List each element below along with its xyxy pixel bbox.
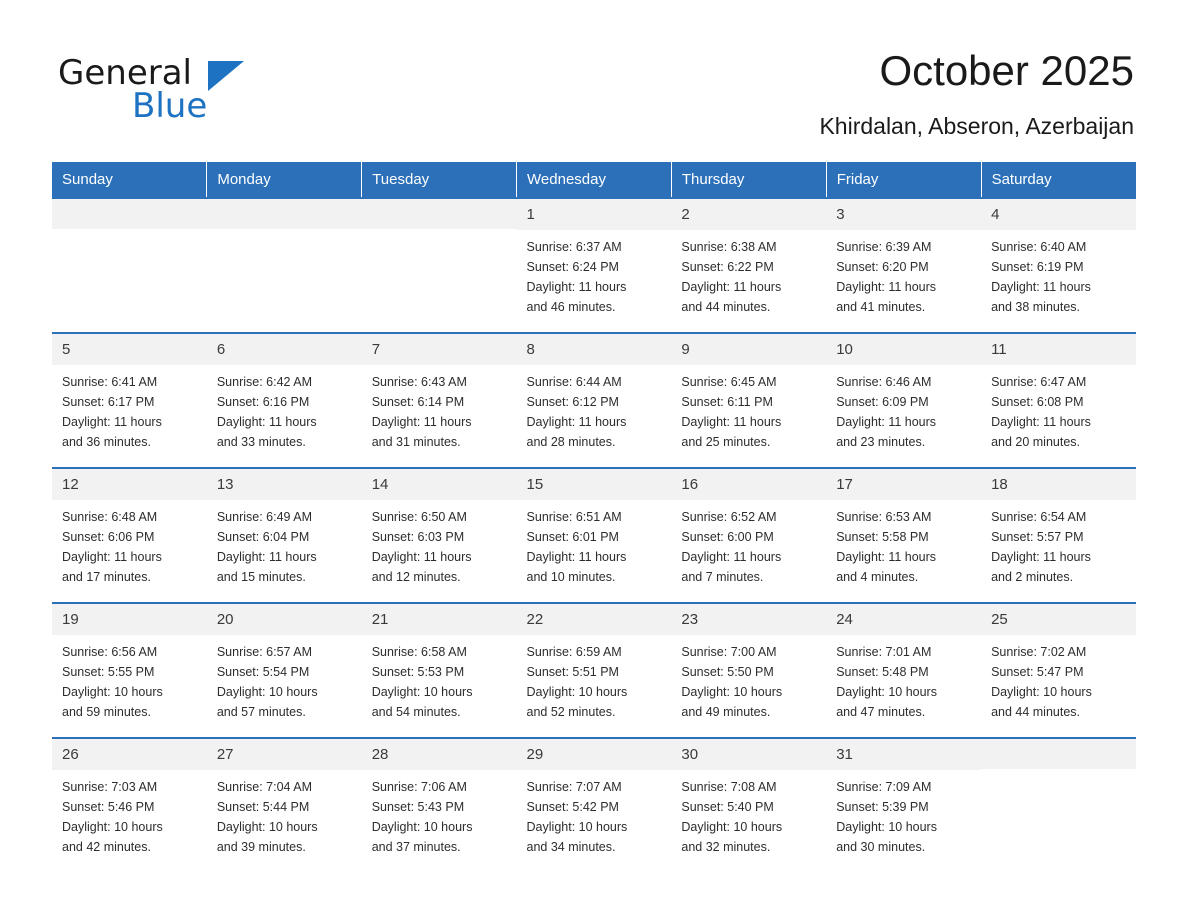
day-info-line: and 30 minutes. bbox=[836, 840, 926, 855]
day-sun-info bbox=[671, 635, 826, 722]
day-info-line: Daylight: 11 hours bbox=[62, 550, 162, 565]
day-number: 10 bbox=[826, 334, 981, 365]
general-blue-logo bbox=[56, 47, 256, 126]
day-info-line: Sunset: 5:50 PM bbox=[681, 665, 774, 680]
day-info-line: Daylight: 11 hours bbox=[216, 550, 317, 565]
page-header bbox=[0, 0, 1188, 140]
calendar-day-cell[interactable] bbox=[52, 198, 207, 333]
day-number: 28 bbox=[362, 739, 517, 770]
day-info-line: Sunrise: 6:49 AM bbox=[216, 510, 313, 525]
calendar-day-cell[interactable] bbox=[517, 468, 672, 603]
day-number: 23 bbox=[671, 604, 826, 635]
day-info-line: Sunrise: 7:08 AM bbox=[681, 780, 777, 795]
calendar-day-cell[interactable] bbox=[207, 198, 362, 333]
day-info-line: Daylight: 11 hours bbox=[681, 280, 782, 295]
day-info-line: Sunrise: 6:42 AM bbox=[216, 375, 313, 390]
day-info-line: Sunset: 6:16 PM bbox=[216, 395, 310, 410]
day-number: 4 bbox=[981, 199, 1136, 230]
day-info-line: and 4 minutes. bbox=[836, 570, 919, 585]
day-info-line: Daylight: 11 hours bbox=[681, 415, 782, 430]
day-info-line: Sunrise: 7:01 AM bbox=[836, 645, 932, 660]
day-info-line: Sunrise: 6:44 AM bbox=[526, 375, 622, 390]
day-number bbox=[52, 199, 207, 229]
day-info-line: Daylight: 10 hours bbox=[836, 685, 937, 700]
calendar-week-row bbox=[52, 198, 1136, 333]
day-info-line: Sunset: 5:47 PM bbox=[991, 665, 1084, 680]
day-info-line: Sunset: 6:00 PM bbox=[681, 530, 774, 545]
day-info-line: and 39 minutes. bbox=[216, 840, 306, 855]
calendar-week-row bbox=[52, 603, 1136, 738]
day-info-line: Daylight: 10 hours bbox=[836, 820, 937, 835]
day-sun-info bbox=[826, 635, 981, 722]
day-info-line: Daylight: 11 hours bbox=[681, 550, 782, 565]
day-number: 1 bbox=[517, 199, 672, 230]
day-info-line: Sunset: 6:04 PM bbox=[216, 530, 310, 545]
day-info-line: Daylight: 10 hours bbox=[526, 685, 628, 700]
day-info-line: and 57 minutes. bbox=[216, 705, 306, 720]
day-info-line: and 17 minutes. bbox=[62, 570, 151, 585]
calendar-day-cell[interactable] bbox=[517, 198, 672, 333]
calendar-day-cell[interactable] bbox=[981, 468, 1136, 603]
title-block bbox=[819, 47, 1134, 140]
location-subtitle: Khirdalan, Abseron, Azerbaijan bbox=[819, 113, 1134, 140]
calendar-day-cell[interactable] bbox=[362, 333, 517, 468]
day-info-line: and 28 minutes. bbox=[526, 435, 616, 450]
day-info-line: Sunset: 6:14 PM bbox=[371, 395, 465, 410]
calendar-day-cell[interactable] bbox=[671, 738, 826, 873]
day-number: 9 bbox=[671, 334, 826, 365]
calendar-day-cell[interactable] bbox=[362, 198, 517, 333]
day-info-line: Daylight: 11 hours bbox=[836, 550, 937, 565]
day-sun-info bbox=[362, 770, 517, 857]
day-info-line: Daylight: 11 hours bbox=[836, 415, 937, 430]
day-info-line: Daylight: 11 hours bbox=[526, 550, 627, 565]
day-info-line: Sunrise: 6:46 AM bbox=[836, 375, 932, 390]
day-info-line: Sunset: 6:08 PM bbox=[991, 395, 1084, 410]
calendar-day-cell[interactable] bbox=[671, 198, 826, 333]
day-info-line: Sunset: 5:42 PM bbox=[526, 800, 619, 815]
day-info-line: Sunrise: 7:07 AM bbox=[526, 780, 622, 795]
day-sun-info bbox=[826, 500, 981, 587]
calendar-day-cell[interactable] bbox=[52, 468, 207, 603]
calendar-day-cell[interactable] bbox=[52, 738, 207, 873]
day-info-line: Sunrise: 6:40 AM bbox=[991, 240, 1087, 255]
day-sun-info bbox=[52, 770, 207, 857]
day-sun-info bbox=[826, 365, 981, 452]
day-info-line: Sunrise: 6:52 AM bbox=[681, 510, 777, 525]
page-title: October 2025 bbox=[879, 47, 1134, 94]
day-number: 15 bbox=[517, 469, 672, 500]
calendar-day-cell[interactable] bbox=[207, 603, 362, 738]
day-info-line: Daylight: 11 hours bbox=[836, 280, 937, 295]
day-sun-info bbox=[517, 770, 672, 857]
day-number: 13 bbox=[207, 469, 362, 500]
day-number: 21 bbox=[362, 604, 517, 635]
day-info-line: Daylight: 11 hours bbox=[216, 415, 317, 430]
day-sun-info bbox=[362, 500, 517, 587]
day-sun-info bbox=[826, 230, 981, 317]
day-info-line: Sunrise: 6:37 AM bbox=[526, 240, 622, 255]
day-number bbox=[362, 199, 517, 229]
day-info-line: Daylight: 10 hours bbox=[371, 820, 473, 835]
day-info-line: Sunrise: 6:38 AM bbox=[681, 240, 777, 255]
day-info-line: Daylight: 10 hours bbox=[991, 685, 1092, 700]
day-info-line: Sunrise: 6:51 AM bbox=[526, 510, 622, 525]
weekday-header-friday: Friday bbox=[826, 162, 981, 198]
day-info-line: Daylight: 11 hours bbox=[526, 280, 627, 295]
weekday-header-saturday: Saturday bbox=[981, 162, 1136, 198]
day-info-line: Sunrise: 7:00 AM bbox=[681, 645, 777, 660]
calendar-day-cell[interactable] bbox=[517, 738, 672, 873]
day-info-line: Sunrise: 7:02 AM bbox=[991, 645, 1087, 660]
day-info-line: and 42 minutes. bbox=[62, 840, 151, 855]
day-sun-info bbox=[826, 770, 981, 857]
calendar-day-cell[interactable] bbox=[671, 603, 826, 738]
day-number: 14 bbox=[362, 469, 517, 500]
calendar-day-cell[interactable] bbox=[362, 468, 517, 603]
day-info-line: and 34 minutes. bbox=[526, 840, 616, 855]
day-info-line: and 31 minutes. bbox=[371, 435, 461, 450]
day-info-line: Sunset: 6:09 PM bbox=[836, 395, 929, 410]
calendar-day-cell[interactable] bbox=[826, 333, 981, 468]
day-info-line: Sunset: 6:20 PM bbox=[836, 260, 929, 275]
day-info-line: and 25 minutes. bbox=[681, 435, 771, 450]
day-info-line: Daylight: 11 hours bbox=[371, 550, 472, 565]
day-number: 31 bbox=[826, 739, 981, 770]
calendar-week-row bbox=[52, 468, 1136, 603]
day-info-line: and 23 minutes. bbox=[836, 435, 926, 450]
day-info-line: Sunset: 6:24 PM bbox=[526, 260, 619, 275]
day-sun-info bbox=[671, 500, 826, 587]
day-number: 2 bbox=[671, 199, 826, 230]
day-sun-info bbox=[362, 365, 517, 452]
day-info-line: Sunset: 6:11 PM bbox=[681, 395, 773, 410]
calendar-day-cell[interactable] bbox=[981, 333, 1136, 468]
day-info-line: and 2 minutes. bbox=[991, 570, 1074, 585]
day-sun-info bbox=[207, 500, 362, 587]
day-info-line: Sunset: 5:55 PM bbox=[62, 665, 155, 680]
day-info-line: Sunset: 6:01 PM bbox=[526, 530, 619, 545]
day-number: 3 bbox=[826, 199, 981, 230]
day-info-line: Daylight: 10 hours bbox=[62, 685, 163, 700]
calendar-week-row bbox=[52, 738, 1136, 873]
day-info-line: Sunrise: 6:47 AM bbox=[991, 375, 1087, 390]
calendar-day-cell[interactable] bbox=[52, 333, 207, 468]
day-number: 8 bbox=[517, 334, 672, 365]
day-number: 7 bbox=[362, 334, 517, 365]
day-sun-info bbox=[207, 365, 362, 452]
day-info-line: and 7 minutes. bbox=[681, 570, 764, 585]
day-info-line: Sunrise: 6:43 AM bbox=[371, 375, 467, 390]
day-number: 11 bbox=[981, 334, 1136, 365]
day-info-line: Sunset: 5:51 PM bbox=[526, 665, 619, 680]
calendar-day-cell[interactable] bbox=[52, 603, 207, 738]
calendar-day-cell[interactable] bbox=[362, 603, 517, 738]
day-sun-info bbox=[207, 635, 362, 722]
calendar-day-cell[interactable] bbox=[826, 603, 981, 738]
logo-text-general: General bbox=[58, 53, 192, 93]
day-sun-info bbox=[671, 770, 826, 857]
day-sun-info bbox=[981, 500, 1136, 587]
day-info-line: Sunset: 6:17 PM bbox=[62, 395, 155, 410]
day-info-line: Sunrise: 6:57 AM bbox=[216, 645, 313, 660]
day-number: 27 bbox=[207, 739, 362, 770]
day-sun-info bbox=[362, 635, 517, 722]
day-info-line: Sunset: 5:54 PM bbox=[216, 665, 310, 680]
day-info-line: Sunset: 5:53 PM bbox=[371, 665, 465, 680]
day-number: 6 bbox=[207, 334, 362, 365]
day-info-line: Sunrise: 6:39 AM bbox=[836, 240, 932, 255]
logo-text-blue: Blue bbox=[132, 86, 208, 126]
weekday-header-row bbox=[52, 162, 1136, 198]
day-sun-info bbox=[52, 635, 207, 722]
day-info-line: and 20 minutes. bbox=[991, 435, 1081, 450]
day-info-line: Daylight: 10 hours bbox=[216, 820, 318, 835]
day-info-line: and 15 minutes. bbox=[216, 570, 306, 585]
day-info-line: and 37 minutes. bbox=[371, 840, 461, 855]
day-sun-info bbox=[671, 230, 826, 317]
day-info-line: Sunset: 6:22 PM bbox=[681, 260, 774, 275]
day-info-line: Daylight: 11 hours bbox=[991, 280, 1091, 295]
day-number: 12 bbox=[52, 469, 207, 500]
day-info-line: Sunrise: 7:09 AM bbox=[836, 780, 932, 795]
day-info-line: Sunrise: 6:59 AM bbox=[526, 645, 622, 660]
day-number: 25 bbox=[981, 604, 1136, 635]
day-info-line: and 32 minutes. bbox=[681, 840, 771, 855]
day-info-line: Daylight: 11 hours bbox=[991, 550, 1091, 565]
day-number bbox=[981, 739, 1136, 769]
day-sun-info bbox=[52, 365, 207, 452]
day-number: 24 bbox=[826, 604, 981, 635]
calendar-day-cell[interactable] bbox=[207, 738, 362, 873]
day-info-line: and 54 minutes. bbox=[371, 705, 461, 720]
weekday-header-tuesday: Tuesday bbox=[362, 162, 517, 198]
day-info-line: Sunset: 5:46 PM bbox=[62, 800, 155, 815]
day-info-line: Sunrise: 6:41 AM bbox=[62, 375, 158, 390]
day-sun-info bbox=[517, 500, 672, 587]
day-number: 29 bbox=[517, 739, 672, 770]
day-sun-info bbox=[981, 230, 1136, 317]
day-info-line: Sunrise: 6:48 AM bbox=[62, 510, 158, 525]
day-info-line: Sunset: 6:03 PM bbox=[371, 530, 465, 545]
day-info-line: Sunrise: 6:53 AM bbox=[836, 510, 932, 525]
day-info-line: and 49 minutes. bbox=[681, 705, 771, 720]
day-number: 18 bbox=[981, 469, 1136, 500]
logo-triangle-icon bbox=[208, 61, 244, 91]
calendar-day-cell[interactable] bbox=[826, 468, 981, 603]
weekday-header-wednesday: Wednesday bbox=[517, 162, 672, 198]
day-info-line: Daylight: 10 hours bbox=[681, 820, 783, 835]
calendar-day-cell[interactable] bbox=[362, 738, 517, 873]
day-info-line: Sunset: 5:44 PM bbox=[216, 800, 310, 815]
day-info-line: Sunrise: 6:54 AM bbox=[991, 510, 1087, 525]
day-sun-info bbox=[981, 365, 1136, 452]
day-number: 16 bbox=[671, 469, 826, 500]
day-sun-info bbox=[517, 230, 672, 317]
day-info-line: Sunset: 6:12 PM bbox=[526, 395, 619, 410]
day-info-line: Daylight: 11 hours bbox=[62, 415, 162, 430]
day-sun-info bbox=[517, 365, 672, 452]
calendar-body bbox=[52, 198, 1136, 873]
day-info-line: Sunrise: 7:06 AM bbox=[371, 780, 467, 795]
day-info-line: Sunset: 5:57 PM bbox=[991, 530, 1084, 545]
day-info-line: Sunrise: 6:45 AM bbox=[681, 375, 777, 390]
calendar-day-cell[interactable] bbox=[207, 468, 362, 603]
calendar-day-cell[interactable] bbox=[517, 333, 672, 468]
calendar-day-cell[interactable] bbox=[981, 603, 1136, 738]
day-info-line: and 38 minutes. bbox=[991, 300, 1081, 315]
calendar-day-cell[interactable] bbox=[826, 198, 981, 333]
day-number: 17 bbox=[826, 469, 981, 500]
day-info-line: and 36 minutes. bbox=[62, 435, 151, 450]
day-info-line: Sunrise: 6:58 AM bbox=[371, 645, 467, 660]
calendar-day-cell[interactable] bbox=[517, 603, 672, 738]
day-info-line: Daylight: 10 hours bbox=[526, 820, 628, 835]
calendar-day-cell[interactable] bbox=[981, 738, 1136, 873]
day-info-line: Daylight: 11 hours bbox=[371, 415, 472, 430]
day-info-line: Sunset: 5:40 PM bbox=[681, 800, 774, 815]
day-info-line: Sunset: 5:58 PM bbox=[836, 530, 929, 545]
day-info-line: Sunrise: 7:03 AM bbox=[62, 780, 158, 795]
weekday-header-thursday: Thursday bbox=[671, 162, 826, 198]
calendar-day-cell[interactable] bbox=[207, 333, 362, 468]
day-info-line: Sunrise: 6:50 AM bbox=[371, 510, 467, 525]
day-info-line: Sunset: 5:39 PM bbox=[836, 800, 929, 815]
day-info-line: Daylight: 11 hours bbox=[526, 415, 627, 430]
day-info-line: and 47 minutes. bbox=[836, 705, 926, 720]
weekday-header-sunday: Sunday bbox=[52, 162, 207, 198]
day-info-line: Daylight: 10 hours bbox=[371, 685, 473, 700]
day-number: 5 bbox=[52, 334, 207, 365]
day-info-line: and 44 minutes. bbox=[991, 705, 1081, 720]
day-number: 20 bbox=[207, 604, 362, 635]
day-info-line: Sunset: 5:43 PM bbox=[371, 800, 465, 815]
calendar-day-cell[interactable] bbox=[826, 738, 981, 873]
day-sun-info bbox=[671, 365, 826, 452]
day-sun-info bbox=[981, 769, 1136, 776]
day-number: 26 bbox=[52, 739, 207, 770]
day-info-line: Daylight: 10 hours bbox=[62, 820, 163, 835]
day-info-line: Sunset: 6:06 PM bbox=[62, 530, 155, 545]
day-info-line: Daylight: 10 hours bbox=[216, 685, 318, 700]
day-info-line: Sunrise: 6:56 AM bbox=[62, 645, 158, 660]
day-number: 22 bbox=[517, 604, 672, 635]
calendar-day-cell[interactable] bbox=[981, 198, 1136, 333]
day-info-line: and 12 minutes. bbox=[371, 570, 461, 585]
day-number: 30 bbox=[671, 739, 826, 770]
day-info-line: Daylight: 10 hours bbox=[681, 685, 783, 700]
day-sun-info bbox=[981, 635, 1136, 722]
day-info-line: and 44 minutes. bbox=[681, 300, 771, 315]
day-info-line: and 46 minutes. bbox=[526, 300, 616, 315]
calendar-week-row bbox=[52, 333, 1136, 468]
day-info-line: and 52 minutes. bbox=[526, 705, 616, 720]
day-sun-info bbox=[207, 770, 362, 857]
weekday-header-monday: Monday bbox=[207, 162, 362, 198]
calendar-day-cell[interactable] bbox=[671, 333, 826, 468]
day-number bbox=[207, 199, 362, 229]
day-info-line: Sunrise: 7:04 AM bbox=[216, 780, 313, 795]
day-sun-info bbox=[517, 635, 672, 722]
day-info-line: and 10 minutes. bbox=[526, 570, 616, 585]
day-number: 19 bbox=[52, 604, 207, 635]
sunrise-sunset-calendar bbox=[52, 162, 1136, 873]
day-info-line: Sunset: 6:19 PM bbox=[991, 260, 1084, 275]
day-info-line: and 41 minutes. bbox=[836, 300, 926, 315]
day-sun-info bbox=[52, 500, 207, 587]
day-info-line: Sunset: 5:48 PM bbox=[836, 665, 929, 680]
day-info-line: and 33 minutes. bbox=[216, 435, 306, 450]
day-info-line: and 59 minutes. bbox=[62, 705, 151, 720]
calendar-day-cell[interactable] bbox=[671, 468, 826, 603]
day-info-line: Daylight: 11 hours bbox=[991, 415, 1091, 430]
